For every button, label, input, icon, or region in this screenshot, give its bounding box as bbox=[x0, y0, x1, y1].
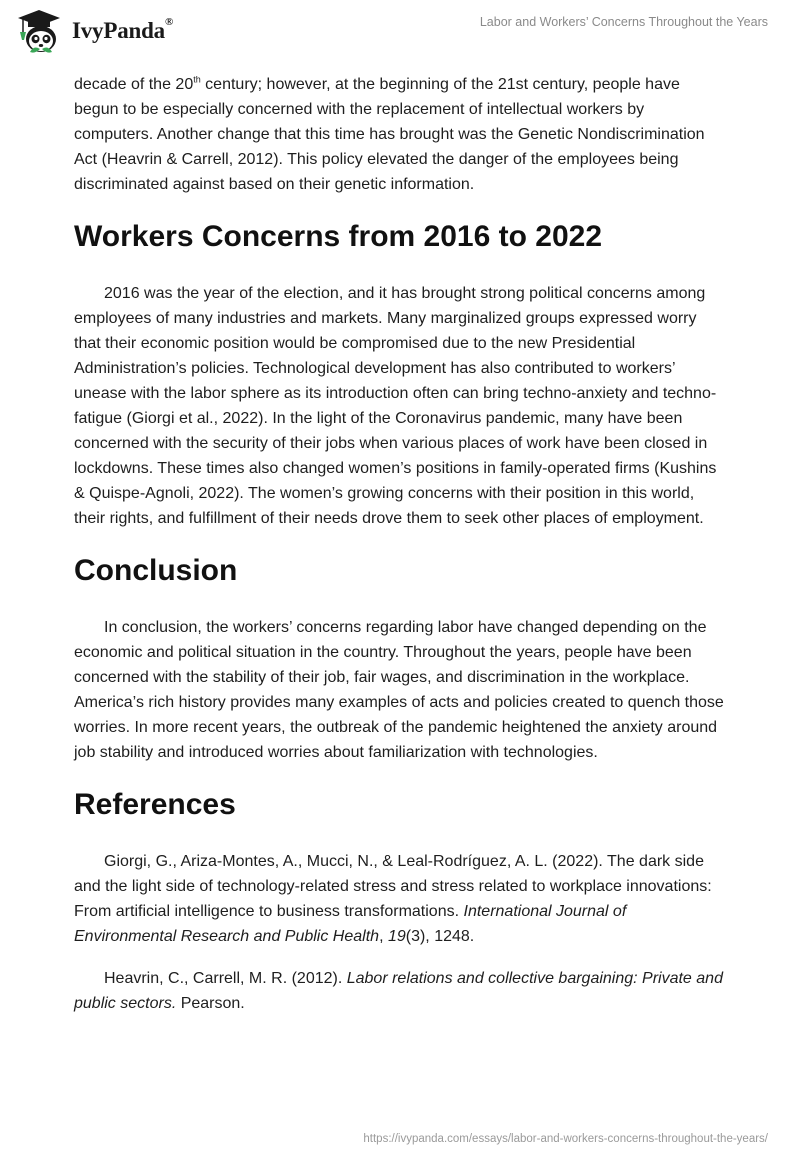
section-2016-2022-paragraph: 2016 was the year of the election, and it has brought strong political concerns among employees of many industries and markets. Many marginalized groups expressed worry that their economic position would be compromised due to the new Presidential Administration’s policies. Technological development has also contributed to workers’ unease with the labor sphere as its introduction often can bring techno-anxiety and techno-fatigue (Giorgi et al., 2022). In the light of the Coronavirus pandemic, many have been concerned with the security of their jobs when various places of work have been closed in lockdowns. These times also changed women’s positions in family-operated firms (Kushins & Quispe-Agnoli, 2022). The women’s growing concerns with their position in this world, their rights, and fulfillment of their needs drove them to seek other places of employment. bbox=[74, 285, 717, 527]
intro-paragraph: decade of the 20th century; however, at the beginning of the 21st century, people have begun to be especially concerned with the replacement of intellectual workers by computers. Another change that this time has brought was the Genetic Nondiscrimination Act (Heavrin & Carrell, 2012). This policy elevated the danger of the employees being discriminated against based on their genetic information. bbox=[74, 74, 705, 193]
logo-wordmark: IvyPanda® bbox=[72, 16, 174, 43]
conclusion-paragraph: In conclusion, the workers’ concerns regarding labor have changed depending on the economic and political situation in the country. Throughout the years, people have been concerned with the stability of their job, fair wages, and discrimination in the workplace. America’s rich history provides many examples of acts and policies created to quench those worries. In more recent years, the outbreak of the pandemic heightened the anxiety around job stability and introduced worries about familiarization with technologies. bbox=[74, 619, 724, 761]
logo[interactable] bbox=[14, 8, 173, 54]
section-heading-2016-2022: Workers Concerns from 2016 to 2022 bbox=[74, 220, 603, 253]
section-heading-conclusion: Conclusion bbox=[74, 554, 238, 587]
document-title: Labor and Workers’ Concerns Throughout the Years bbox=[479, 15, 768, 29]
reference-heavrin: Heavrin, C., Carrell, M. R. (2012). Labor relations and collective bargaining: Private and public sectors. Pearson. bbox=[74, 970, 723, 1012]
page-header bbox=[0, 0, 800, 62]
essay-body bbox=[74, 72, 724, 1016]
section-heading-references: References bbox=[74, 788, 236, 821]
source-url[interactable]: https://ivypanda.com/essays/labor-and-workers-concerns-throughout-the-years/ bbox=[363, 1133, 768, 1145]
panda-graduate-icon bbox=[14, 8, 64, 54]
reference-giorgi: Giorgi, G., Ariza-Montes, A., Mucci, N., & Leal-Rodríguez, A. L. (2022). The dark side and the light side of technology-related stress and stress related to workplace innovations: From artificial intelligence to business transformations. International Journal of Environmental Research and Public Health, 19(3), 1248. bbox=[74, 853, 712, 945]
